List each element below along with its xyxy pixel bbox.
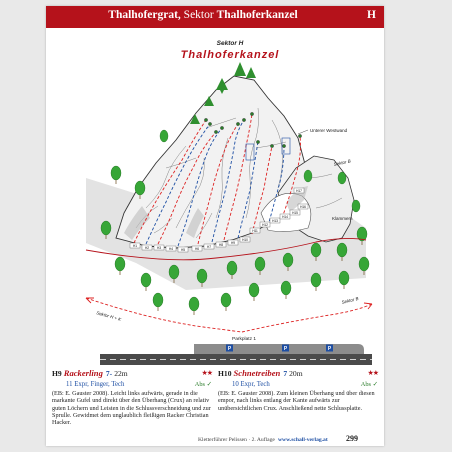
route-mark-h15: H15 xyxy=(292,211,298,215)
route-mark-h17: H17 xyxy=(296,189,302,193)
route-id: H10 xyxy=(218,369,232,378)
parking-sign-3: P xyxy=(327,346,332,352)
route-mark-h1: H1 xyxy=(132,244,138,248)
parking-sign-1: P xyxy=(227,346,232,352)
label-klammern: Klammern xyxy=(332,216,353,221)
label-unterer-westwand: Unterer Westwand xyxy=(310,128,348,133)
abseil-label: Abs xyxy=(194,381,206,388)
route-abseil xyxy=(361,381,378,388)
guidebook-page xyxy=(46,6,384,446)
page-footer xyxy=(46,436,384,445)
route-abseil xyxy=(195,381,212,388)
route-name: Schnetreiben xyxy=(233,368,281,378)
route-mark-h4: H4 xyxy=(168,247,174,251)
route-grade: 7- xyxy=(105,369,113,378)
topo-sector-label: Sektor H xyxy=(216,40,244,47)
route-description: (EB: E. Gauster 2008). Leicht links aufwärts, gerade in die markante Gufel und direkt über den Überhang (Crux) an relativ guten Löchern und Leisten in die Schlussverschneidung und zur Sprulle. Gewidmet dem unglaublich fleißigen Racker Christian Hacker. xyxy=(52,390,211,427)
route-stars: ★★ xyxy=(367,369,378,377)
route-caption-h9-title xyxy=(52,370,214,381)
abseil-check-icon: ✓ xyxy=(372,381,378,388)
route-mark-h5: H5 xyxy=(180,248,186,252)
route-caption-h10 xyxy=(218,370,380,412)
route-mark-h9: H9 xyxy=(230,241,236,245)
abseil-label: Abs xyxy=(360,381,372,388)
unterer-westwand-arrow xyxy=(298,130,308,134)
page-header xyxy=(46,6,384,28)
route-length: 20m xyxy=(289,369,303,378)
route-info: 10 Expr, Tech xyxy=(232,381,270,388)
label-sektor-b-path: Sektor B xyxy=(341,295,359,305)
route-mark-h2: H2 xyxy=(144,246,150,250)
route-mark-h13: H13 xyxy=(272,219,278,223)
access-path-right-arrow xyxy=(364,303,372,309)
abseil-check-icon: ✓ xyxy=(206,381,212,388)
route-name: Rackerling xyxy=(63,368,103,378)
route-description: (EB: E. Gauster 2008). Zum kleinen Überhang und über diesen empor, nach links entlang der Kante aufwärts zur unübersichtlichen Crux. Anschließend nette Schlussplatte. xyxy=(218,390,375,412)
route-stars: ★★ xyxy=(201,369,212,377)
access-path-right xyxy=(242,304,372,332)
label-sektor-hk: Sektor H + K xyxy=(95,310,122,323)
route-mark-h12: H12 xyxy=(262,223,268,227)
route-mark-h16: H16 xyxy=(300,205,306,209)
route-caption-h10-info xyxy=(218,381,380,389)
route-grade: 7 xyxy=(283,369,288,378)
route-mark-h10: H10 xyxy=(242,238,248,242)
route-mark-h6: H6 xyxy=(194,247,200,251)
route-caption-h9 xyxy=(52,370,214,426)
header-title xyxy=(46,9,360,21)
title-sector-name: Thalhoferkanzel xyxy=(216,9,298,21)
route-info: 11 Expr, Finger, Tech xyxy=(66,381,125,388)
footer-url-link[interactable]: www.schall-verlag.at xyxy=(278,437,328,443)
label-sektor-b-top: Sektor B xyxy=(333,158,352,167)
page-number: 299 xyxy=(346,434,358,443)
title-main: Thalhofergrat, xyxy=(108,9,181,21)
route-mark-h11: H11 xyxy=(252,229,258,233)
parking-sign-2: P xyxy=(283,346,288,352)
route-mark-h14: H14 xyxy=(282,215,288,219)
topo-illustration xyxy=(46,28,384,368)
header-sector-letter: H xyxy=(367,9,376,21)
label-parkplatz: Parkplatz 1 xyxy=(232,337,256,342)
route-caption-h9-info xyxy=(52,381,214,389)
title-sektor-word: Sektor xyxy=(180,9,217,21)
footer-book-title: Kletterführer Pelissen · 2. Auflage xyxy=(198,437,275,443)
route-caption-h10-title xyxy=(218,370,380,381)
topo-sector-title: Thalhoferkanzel xyxy=(180,49,280,61)
route-mark-h7: H7 xyxy=(206,245,212,249)
route-id: H9 xyxy=(52,369,62,378)
route-mark-h8: H8 xyxy=(218,243,224,247)
route-length: 22m xyxy=(114,369,128,378)
parking-lot xyxy=(194,344,364,354)
route-mark-h3: H3 xyxy=(156,246,162,250)
